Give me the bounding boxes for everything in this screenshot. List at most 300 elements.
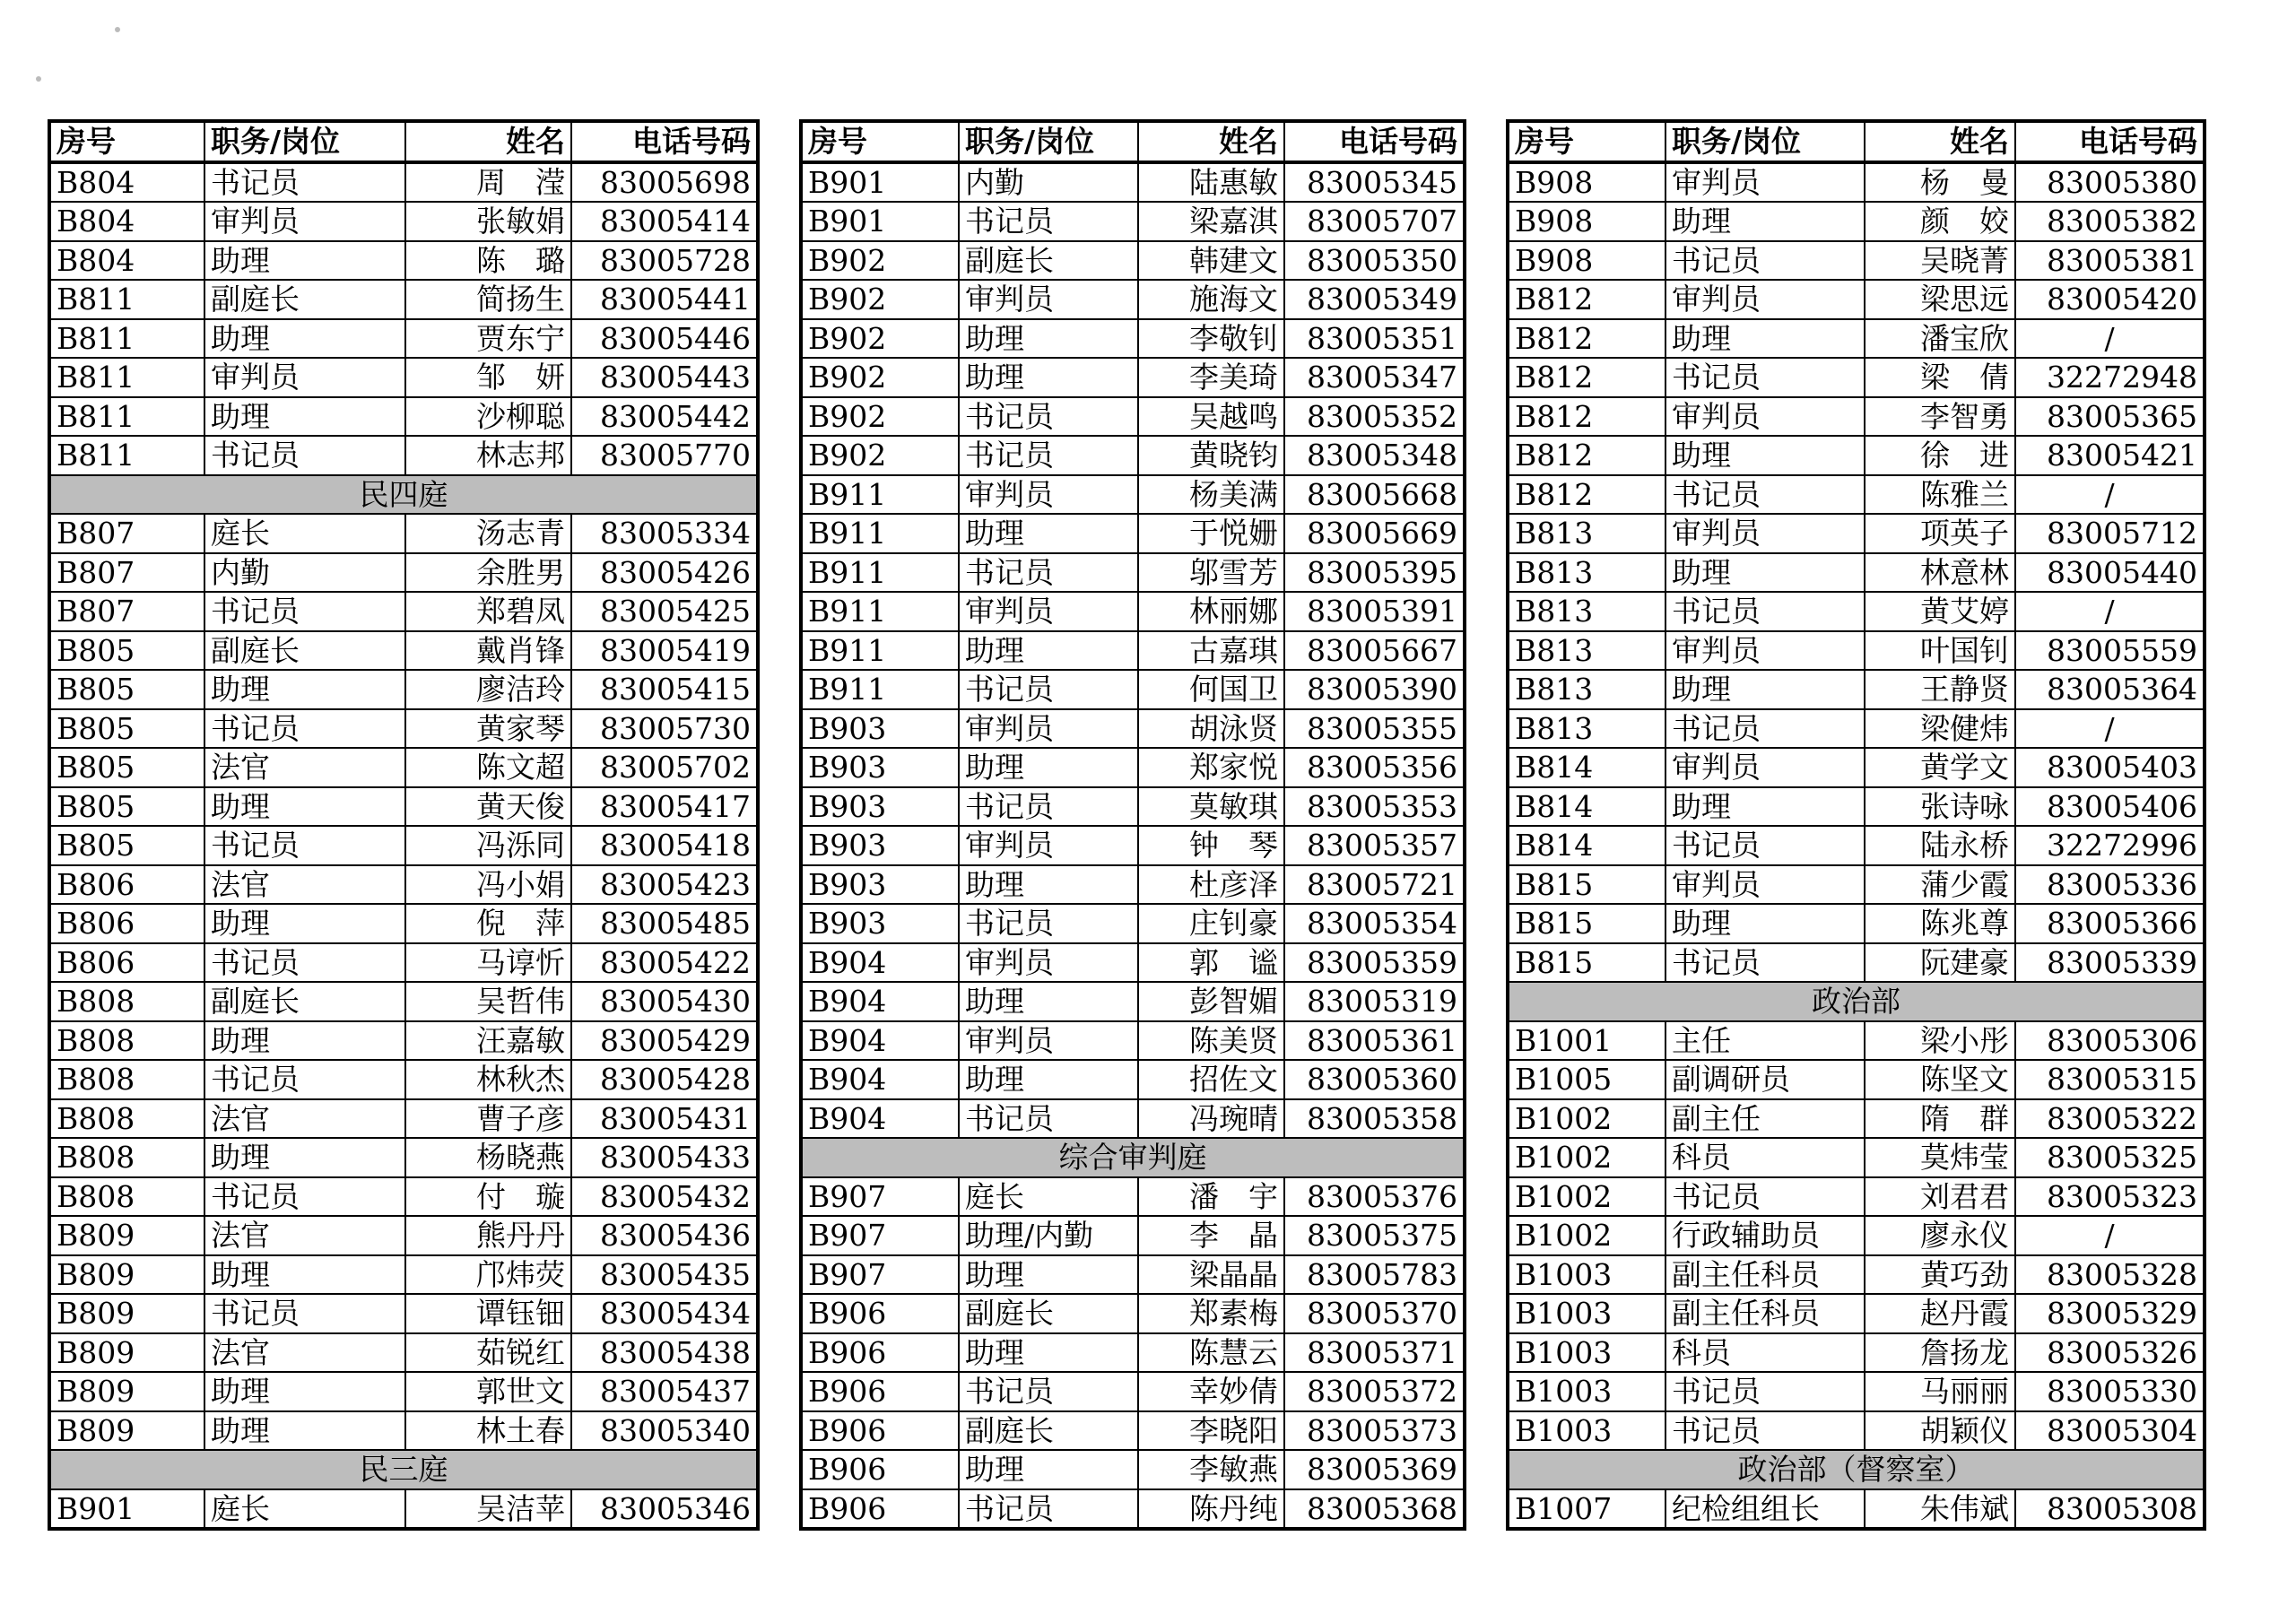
table-row: [801, 1177, 1465, 1217]
name-cell: 汤志青: [405, 514, 571, 553]
table-row: [1508, 397, 2205, 437]
phone-cell: 83005423: [571, 865, 758, 905]
name-cell: 吴洁苹: [405, 1489, 571, 1530]
role-cell: 助理: [204, 1021, 405, 1061]
table-row: [1508, 748, 2205, 787]
table-row: [801, 709, 1465, 749]
directory-table-2: [799, 119, 1466, 1531]
room-cell: B805: [49, 826, 204, 865]
role-cell: 副庭长: [959, 1411, 1138, 1451]
phone-cell: 83005440: [2015, 553, 2205, 593]
role-cell: 副庭长: [959, 1294, 1138, 1333]
phone-cell: 83005358: [1284, 1099, 1465, 1139]
phone-cell: 83005360: [1284, 1060, 1465, 1099]
section-header-row: [49, 475, 758, 515]
role-cell: 助理: [1665, 319, 1865, 359]
role-cell: 书记员: [959, 397, 1138, 437]
table-row: [1508, 1138, 2205, 1177]
table-row: [801, 436, 1465, 475]
room-cell: B812: [1508, 319, 1665, 359]
phone-cell: 83005329: [2015, 1294, 2205, 1333]
name-cell: 胡颖仪: [1865, 1411, 2015, 1451]
name-cell: 郭 谧: [1138, 943, 1284, 983]
table-row: [801, 1489, 1465, 1530]
name-cell: 詹扬龙: [1865, 1333, 2015, 1373]
role-cell: 副庭长: [204, 280, 405, 319]
directory-table-1: [48, 119, 760, 1531]
name-cell: 李 晶: [1138, 1216, 1284, 1255]
role-cell: 副庭长: [204, 982, 405, 1021]
role-cell: 内勤: [204, 553, 405, 593]
role-cell: 法官: [204, 1216, 405, 1255]
room-cell: B903: [801, 787, 959, 827]
phone-cell: 83005446: [571, 319, 758, 359]
room-cell: B902: [801, 319, 959, 359]
room-cell: B809: [49, 1255, 204, 1295]
phone-cell: 83005365: [2015, 397, 2205, 437]
table-row: [49, 280, 758, 319]
phone-cell: 83005429: [571, 1021, 758, 1061]
role-cell: 副调研员: [1665, 1060, 1865, 1099]
name-cell: 邬雪芳: [1138, 553, 1284, 593]
name-cell: 陈 璐: [405, 241, 571, 281]
role-cell: 书记员: [959, 904, 1138, 943]
name-cell: 林志邦: [405, 436, 571, 475]
room-cell: B902: [801, 436, 959, 475]
section-title: 综合审判庭: [801, 1138, 1465, 1177]
section-title: 民四庭: [49, 475, 758, 515]
room-cell: B812: [1508, 358, 1665, 397]
table-row: [1508, 1099, 2205, 1139]
name-cell: 李晓阳: [1138, 1411, 1284, 1451]
role-cell: 书记员: [204, 436, 405, 475]
table-row: [1508, 1060, 2205, 1099]
name-cell: 施海文: [1138, 280, 1284, 319]
name-cell: 吴越鸣: [1138, 397, 1284, 437]
room-cell: B805: [49, 670, 204, 709]
table-row: [1508, 436, 2205, 475]
room-header: 房号: [1508, 121, 1665, 162]
table-row: [801, 319, 1465, 359]
table-row: [49, 709, 758, 749]
room-cell: B1003: [1508, 1294, 1665, 1333]
room-cell: B809: [49, 1333, 204, 1373]
name-cell: 潘宝欣: [1865, 319, 2015, 359]
phone-cell: 83005382: [2015, 202, 2205, 241]
table-row: [1508, 787, 2205, 827]
name-cell: 郭世文: [405, 1372, 571, 1411]
role-cell: 助理: [204, 904, 405, 943]
phone-cell: 83005438: [571, 1333, 758, 1373]
role-header: 职务/岗位: [204, 121, 405, 162]
role-cell: 副主任: [1665, 1099, 1865, 1139]
role-cell: 审判员: [1665, 162, 1865, 203]
header-row: [801, 121, 1465, 162]
phone-cell: 83005403: [2015, 748, 2205, 787]
role-cell: 助理/内勤: [959, 1216, 1138, 1255]
name-cell: 冯琬晴: [1138, 1099, 1284, 1139]
room-cell: B814: [1508, 748, 1665, 787]
role-cell: 书记员: [959, 1372, 1138, 1411]
phone-cell: 83005351: [1284, 319, 1465, 359]
section-title: 政治部（督察室）: [1508, 1450, 2205, 1489]
phone-cell: 32272948: [2015, 358, 2205, 397]
role-cell: 书记员: [1665, 358, 1865, 397]
room-cell: B903: [801, 904, 959, 943]
role-cell: 助理: [204, 670, 405, 709]
phone-cell: /: [2015, 475, 2205, 515]
role-cell: 科员: [1665, 1138, 1865, 1177]
table-row: [49, 358, 758, 397]
room-cell: B808: [49, 1177, 204, 1217]
name-cell: 林土春: [405, 1411, 571, 1451]
room-cell: B907: [801, 1255, 959, 1295]
scan-speck: [36, 76, 41, 82]
phone-cell: 83005669: [1284, 514, 1465, 553]
name-cell: 冯泺同: [405, 826, 571, 865]
role-cell: 副主任科员: [1665, 1255, 1865, 1295]
room-cell: B911: [801, 475, 959, 515]
table-row: [801, 670, 1465, 709]
role-cell: 助理: [204, 1255, 405, 1295]
room-cell: B904: [801, 943, 959, 983]
room-cell: B901: [801, 202, 959, 241]
room-cell: B1002: [1508, 1177, 1665, 1217]
name-cell: 梁 倩: [1865, 358, 2015, 397]
role-cell: 助理: [1665, 436, 1865, 475]
room-cell: B811: [49, 319, 204, 359]
name-cell: 黄晓钧: [1138, 436, 1284, 475]
name-cell: 陈丹纯: [1138, 1489, 1284, 1530]
room-cell: B902: [801, 280, 959, 319]
phone-cell: 83005381: [2015, 241, 2205, 281]
role-header: 职务/岗位: [1665, 121, 1865, 162]
name-cell: 廖洁玲: [405, 670, 571, 709]
room-cell: B902: [801, 358, 959, 397]
table-row: [1508, 865, 2205, 905]
phone-cell: 83005414: [571, 202, 758, 241]
room-cell: B904: [801, 1060, 959, 1099]
room-cell: B815: [1508, 943, 1665, 983]
name-cell: 熊丹丹: [405, 1216, 571, 1255]
phone-cell: 83005432: [571, 1177, 758, 1217]
name-cell: 韩建文: [1138, 241, 1284, 281]
table-row: [49, 514, 758, 553]
table-row: [1508, 202, 2205, 241]
room-cell: B811: [49, 280, 204, 319]
name-cell: 汪嘉敏: [405, 1021, 571, 1061]
phone-cell: 83005356: [1284, 748, 1465, 787]
name-cell: 邹 妍: [405, 358, 571, 397]
room-cell: B809: [49, 1411, 204, 1451]
name-cell: 梁晶晶: [1138, 1255, 1284, 1295]
phone-cell: 83005417: [571, 787, 758, 827]
phone-cell: 83005376: [1284, 1177, 1465, 1217]
name-cell: 梁嘉淇: [1138, 202, 1284, 241]
scan-speck: [115, 27, 120, 32]
table-row: [801, 1372, 1465, 1411]
name-cell: 陈文超: [405, 748, 571, 787]
name-cell: 郑碧凤: [405, 592, 571, 631]
table-row: [801, 943, 1465, 983]
phone-cell: 83005730: [571, 709, 758, 749]
room-cell: B815: [1508, 865, 1665, 905]
table-row: [801, 1099, 1465, 1139]
room-cell: B904: [801, 1021, 959, 1061]
table-row: [801, 475, 1465, 515]
table-row: [801, 982, 1465, 1021]
room-cell: B901: [49, 1489, 204, 1530]
name-cell: 张敏娟: [405, 202, 571, 241]
role-cell: 助理: [204, 1138, 405, 1177]
role-cell: 纪检组组长: [1665, 1489, 1865, 1530]
name-cell: 周 滢: [405, 162, 571, 203]
name-cell: 徐 进: [1865, 436, 2015, 475]
role-cell: 助理: [959, 631, 1138, 671]
room-cell: B907: [801, 1177, 959, 1217]
role-cell: 书记员: [959, 787, 1138, 827]
section-header-row: [1508, 982, 2205, 1021]
phone-cell: 83005361: [1284, 1021, 1465, 1061]
room-cell: B806: [49, 904, 204, 943]
name-cell: 陈慧云: [1138, 1333, 1284, 1373]
role-cell: 书记员: [204, 709, 405, 749]
phone-cell: 83005350: [1284, 241, 1465, 281]
room-cell: B903: [801, 709, 959, 749]
room-cell: B813: [1508, 631, 1665, 671]
phone-cell: 83005421: [2015, 436, 2205, 475]
table-row: [49, 904, 758, 943]
name-cell: 杨 曼: [1865, 162, 2015, 203]
room-cell: B907: [801, 1216, 959, 1255]
name-cell: 古嘉琪: [1138, 631, 1284, 671]
table-row: [1508, 1177, 2205, 1217]
role-cell: 法官: [204, 748, 405, 787]
name-cell: 招佐文: [1138, 1060, 1284, 1099]
phone-cell: 83005304: [2015, 1411, 2205, 1451]
role-cell: 书记员: [1665, 1372, 1865, 1411]
name-cell: 贾东宁: [405, 319, 571, 359]
room-cell: B906: [801, 1411, 959, 1451]
phone-cell: 32272996: [2015, 826, 2205, 865]
header-row: [49, 121, 758, 162]
role-cell: 助理: [959, 514, 1138, 553]
role-cell: 助理: [959, 748, 1138, 787]
role-cell: 书记员: [204, 826, 405, 865]
phone-cell: 83005442: [571, 397, 758, 437]
phone-cell: 83005336: [2015, 865, 2205, 905]
table-row: [49, 1060, 758, 1099]
name-cell: 曹子彦: [405, 1099, 571, 1139]
phone-cell: 83005354: [1284, 904, 1465, 943]
name-cell: 项英子: [1865, 514, 2015, 553]
name-cell: 梁小彤: [1865, 1021, 2015, 1061]
name-cell: 王静贤: [1865, 670, 2015, 709]
phone-cell: 83005436: [571, 1216, 758, 1255]
table-row: [49, 1138, 758, 1177]
room-cell: B811: [49, 397, 204, 437]
room-cell: B812: [1508, 475, 1665, 515]
name-cell: 叶国钊: [1865, 631, 2015, 671]
room-cell: B1001: [1508, 1021, 1665, 1061]
role-cell: 书记员: [1665, 943, 1865, 983]
name-cell: 彭智媚: [1138, 982, 1284, 1021]
role-cell: 助理: [1665, 787, 1865, 827]
phone-cell: 83005364: [2015, 670, 2205, 709]
name-header: 姓名: [405, 121, 571, 162]
role-cell: 科员: [1665, 1333, 1865, 1373]
role-cell: 书记员: [959, 670, 1138, 709]
phone-cell: 83005420: [2015, 280, 2205, 319]
room-cell: B1002: [1508, 1138, 1665, 1177]
room-cell: B808: [49, 982, 204, 1021]
table-row: [49, 1177, 758, 1217]
phone-cell: 83005352: [1284, 397, 1465, 437]
role-cell: 审判员: [204, 202, 405, 241]
room-cell: B805: [49, 631, 204, 671]
role-cell: 助理: [204, 1372, 405, 1411]
role-cell: 书记员: [1665, 1411, 1865, 1451]
table-row: [49, 943, 758, 983]
section-header-row: [1508, 1450, 2205, 1489]
room-header: 房号: [49, 121, 204, 162]
table-row: [801, 1021, 1465, 1061]
room-cell: B808: [49, 1060, 204, 1099]
table-row: [1508, 1216, 2205, 1255]
phone-cell: /: [2015, 319, 2205, 359]
table-row: [1508, 1372, 2205, 1411]
role-cell: 行政辅助员: [1665, 1216, 1865, 1255]
role-cell: 书记员: [959, 1489, 1138, 1530]
phone-header: 电话号码: [571, 121, 758, 162]
table-row: [1508, 943, 2205, 983]
phone-cell: 83005698: [571, 162, 758, 203]
phone-cell: 83005434: [571, 1294, 758, 1333]
name-cell: 朱伟斌: [1865, 1489, 2015, 1530]
phone-cell: 83005359: [1284, 943, 1465, 983]
name-cell: 莫炜莹: [1865, 1138, 2015, 1177]
role-cell: 书记员: [959, 1099, 1138, 1139]
name-cell: 莫敏琪: [1138, 787, 1284, 827]
phone-cell: 83005441: [571, 280, 758, 319]
phone-cell: 83005391: [1284, 592, 1465, 631]
role-cell: 副庭长: [959, 241, 1138, 281]
room-cell: B809: [49, 1372, 204, 1411]
room-cell: B1003: [1508, 1411, 1665, 1451]
table-row: [801, 1216, 1465, 1255]
table-row: [49, 592, 758, 631]
table-row: [49, 319, 758, 359]
table-row: [1508, 1333, 2205, 1373]
phone-cell: 83005390: [1284, 670, 1465, 709]
phone-cell: 83005306: [2015, 1021, 2205, 1061]
room-cell: B813: [1508, 553, 1665, 593]
table-row: [801, 1333, 1465, 1373]
role-cell: 助理: [204, 1411, 405, 1451]
table-row: [801, 787, 1465, 827]
table-row: [801, 1294, 1465, 1333]
phone-cell: 83005328: [2015, 1255, 2205, 1295]
room-cell: B806: [49, 865, 204, 905]
name-cell: 黄艾婷: [1865, 592, 2015, 631]
table-row: [801, 1255, 1465, 1295]
table-row: [1508, 162, 2205, 203]
role-cell: 副庭长: [204, 631, 405, 671]
name-cell: 林丽娜: [1138, 592, 1284, 631]
name-cell: 赵丹霞: [1865, 1294, 2015, 1333]
room-cell: B908: [1508, 162, 1665, 203]
role-cell: 助理: [204, 397, 405, 437]
name-cell: 杨晓燕: [405, 1138, 571, 1177]
phone-cell: 83005702: [571, 748, 758, 787]
phone-cell: 83005368: [1284, 1489, 1465, 1530]
role-cell: 助理: [204, 787, 405, 827]
phone-cell: 83005712: [2015, 514, 2205, 553]
role-cell: 审判员: [959, 709, 1138, 749]
room-cell: B806: [49, 943, 204, 983]
phone-cell: 83005380: [2015, 162, 2205, 203]
name-cell: 黄家琴: [405, 709, 571, 749]
role-cell: 助理: [959, 319, 1138, 359]
name-cell: 吴哲伟: [405, 982, 571, 1021]
phone-cell: 83005345: [1284, 162, 1465, 203]
name-cell: 梁健炜: [1865, 709, 2015, 749]
name-cell: 付 璇: [405, 1177, 571, 1217]
role-cell: 庭长: [959, 1177, 1138, 1217]
name-cell: 李敬钊: [1138, 319, 1284, 359]
table-row: [1508, 1021, 2205, 1061]
room-cell: B906: [801, 1333, 959, 1373]
name-cell: 李敏燕: [1138, 1450, 1284, 1489]
table-row: [801, 631, 1465, 671]
name-cell: 何国卫: [1138, 670, 1284, 709]
role-cell: 助理: [959, 1060, 1138, 1099]
role-cell: 书记员: [204, 162, 405, 203]
role-cell: 助理: [1665, 202, 1865, 241]
room-cell: B901: [801, 162, 959, 203]
room-cell: B807: [49, 592, 204, 631]
role-cell: 助理: [959, 982, 1138, 1021]
phone-cell: 83005422: [571, 943, 758, 983]
table-row: [1508, 631, 2205, 671]
name-cell: 黄天俊: [405, 787, 571, 827]
table-row: [1508, 1489, 2205, 1530]
name-cell: 李智勇: [1865, 397, 2015, 437]
table-row: [49, 748, 758, 787]
phone-cell: 83005325: [2015, 1138, 2205, 1177]
table-row: [49, 162, 758, 203]
table-row: [49, 826, 758, 865]
section-header-row: [49, 1450, 758, 1489]
table-row: [1508, 904, 2205, 943]
room-cell: B903: [801, 826, 959, 865]
table-row: [49, 1489, 758, 1530]
room-cell: B813: [1508, 709, 1665, 749]
room-cell: B1005: [1508, 1060, 1665, 1099]
room-cell: B911: [801, 514, 959, 553]
phone-cell: 83005770: [571, 436, 758, 475]
room-cell: B911: [801, 631, 959, 671]
room-cell: B813: [1508, 514, 1665, 553]
table-row: [1508, 514, 2205, 553]
name-cell: 邝炜荧: [405, 1255, 571, 1295]
table-row: [1508, 709, 2205, 749]
phone-cell: 83005406: [2015, 787, 2205, 827]
phone-cell: 83005371: [1284, 1333, 1465, 1373]
role-cell: 审判员: [959, 475, 1138, 515]
table-row: [49, 436, 758, 475]
phone-cell: 83005330: [2015, 1372, 2205, 1411]
